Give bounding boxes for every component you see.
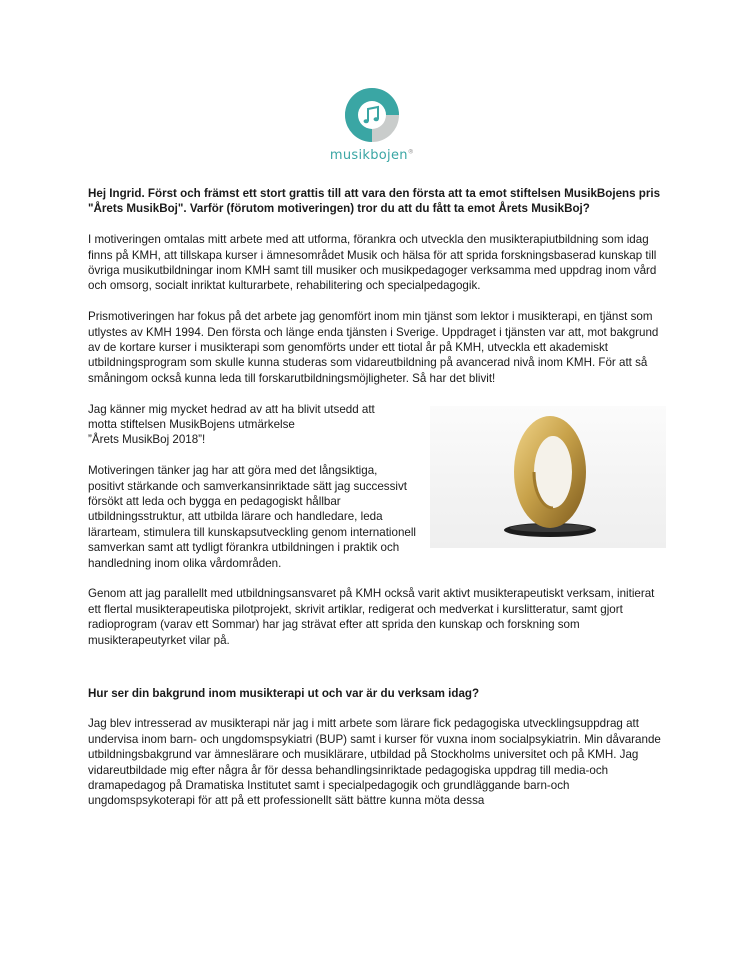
award-photo [430, 406, 666, 548]
paragraph-6: Jag blev intresserad av musikterapi när jag i mitt arbete som lärare fick pedagogiska utvecklingsuppdrag att undervisa inom barn- och ungdomspsykiatri (BUP) samt i kurser för vuxna inom socialpsykiatrin. Min dåvarande utbildningsbakgrund var ämneslärare och musiklärare, utbildad på Stockholms universitet och på KMH. Jag vidareutbildade mig efter några år för dessa behandlingsinriktade pedagogiska uppdrag till media-och dramapedagog på Dramatiska Institutet samt i specialpedagogik och grundläggande barn-och ungdomspsykoterapi för att på ett professionellt sätt bättre kunna möta dessa [88, 717, 661, 808]
brand-wordmark: musikbojen® [329, 148, 415, 163]
gold-ring-award-icon [430, 406, 666, 548]
wrapped-section [88, 402, 666, 571]
musikbojen-logo [324, 86, 420, 163]
paragraph-3: Jag känner mig mycket hedrad av att ha blivit utsedd att motta stiftelsen MusikBojens utmärkelse ”Årets MusikBoj 2018”! [88, 402, 375, 447]
paragraph-1: I motiveringen omtalas mitt arbete med att utforma, förankra och utveckla den musikterapiutbildning som idag finns på KMH, att tillskapa kurser i ämnesområdet Musik och hälsa för att sprida forskningsbaserad kunskap till övriga musikutbildningar inom KMH samt till musiker och musikpedagoger verksamma med uppdrag inom vård och omsorg, socialt inriktat kulturarbete, rehabilitering och specialpedagogik. [88, 233, 657, 293]
music-note-icon [343, 86, 401, 144]
paragraph-2: Prismotiveringen har fokus på det arbete jag genomfört inom min tjänst som lektor i musikterapi, en tjänst som utlystes av KMH 1994. Den första och länge enda tjänsten i Sverige. Uppdraget i tjänsten var att, mot bakgrund av de kortare kurser i musikterapi som genomförts under ett tiotal år på KMH, utveckla ett akademiskt utbildningsprogram som skulle kunna studeras som vidareutbildning på avancerad nivå inom KMH. För att så småningom också kunna leda till forskarutbildningsmöjligheter. Så har det blivit! [88, 310, 659, 385]
paragraph-4: Motiveringen tänker jag har att göra med det långsiktiga, positivt stärkande och samverkansinriktade sätt jag successivt försökt att leda och bygga en pedagogiskt hållbar utbildningsstruktur, att utbilda lärare och handledare, leda lärarteam, stimulera till kunskapsutveckling genom internationell samverkan samt att tydligt förankra utbildningen i praktik och handledning inom olika vårdområden. [88, 464, 416, 570]
article-body [88, 186, 666, 824]
paragraph-5: Genom att jag parallellt med utbildningsansvaret på KMH också varit aktivt musikterapeutiskt verksam, initierat ett flertal musikterapeutiska pilotprojekt, skrivit artiklar, redigerat och medverkat i kurslitteratur, samt gjort radioprogram (varav ett Sommar) har jag strävat efter att sprida den kunskap och forskning som musikterapeutyrket vilar på. [88, 587, 655, 647]
question-2: Hur ser din bakgrund inom musikterapi ut och var är du verksam idag? [88, 686, 480, 700]
intro-question: Hej Ingrid. Först och främst ett stort grattis till att vara den första att ta emot stiftelsen MusikBojens pris "Årets MusikBoj". Varför (förutom motiveringen) tror du att du fått ta emot Årets MusikBoj? [88, 187, 661, 216]
